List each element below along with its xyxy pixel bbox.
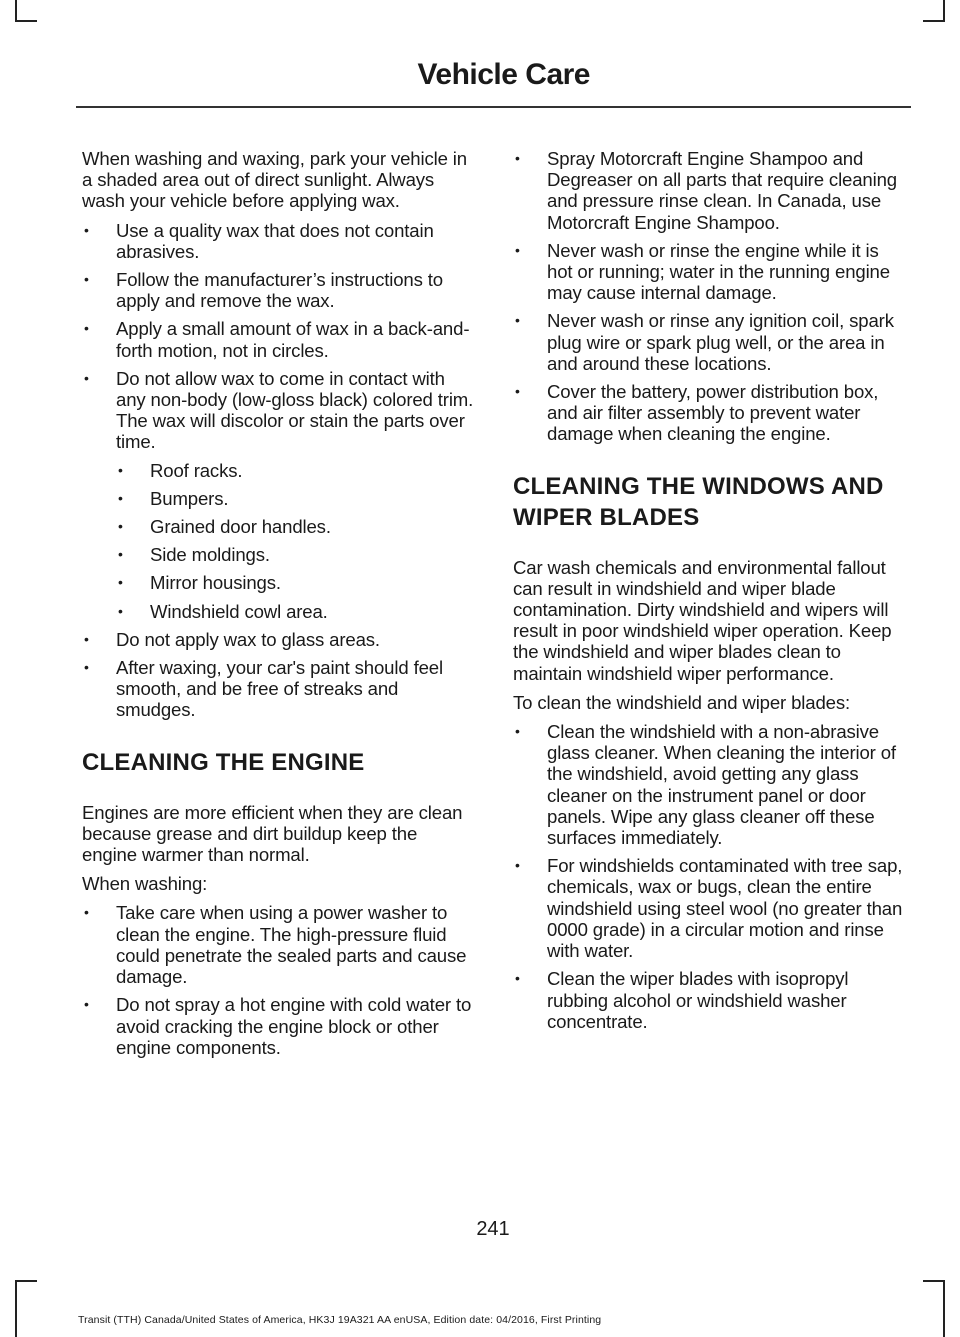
crop-mark [15,0,17,22]
page-title: Vehicle Care [417,58,590,91]
windows-intro: Car wash chemicals and environmental fallout can result in windshield and wiper blade contamination. Dirty windshield and wipers will result in poor windshield wiper operation. Keep the windshield and wiper blades clean to maintain windshield wiper performance. [513,556,892,684]
list-item-text: Do not allow wax to come in contact with any non-body (low-gloss black) colored trim. The wax will discolor or stain the parts over time. [116,367,474,453]
wax-list [82,220,477,721]
list-item: • Grained door handles. [116,516,477,537]
footer-text: Transit (TTH) Canada/United States of America, HK3J 19A321 AA enUSA, Edition date: 04/2016, First Printing [78,1314,602,1326]
list-item: • Never wash or rinse any ignition coil, spark plug wire or spark plug well, or the area in and around these locations. [513,310,909,374]
crop-mark [943,0,945,22]
list-item: • Clean the wiper blades with isopropyl rubbing alcohol or windshield washer concentrate. [513,968,909,1032]
list-item: • Follow the manufacturer’s instructions to apply and remove the wax. [82,269,477,311]
crop-mark [15,1280,37,1282]
list-item: • Mirror housings. [116,572,477,593]
engine-list [82,902,477,1057]
right-column [513,148,909,1039]
windows-list [513,721,909,1032]
crop-mark [15,1280,17,1337]
engine-intro: Engines are more efficient when they are clean because grease and dirt buildup keep the engine warmer than normal. [82,801,463,866]
page-number: 241 [476,1218,510,1240]
crop-mark [943,1280,945,1337]
to-clean-label: To clean the windshield and wiper blades: [513,691,851,713]
left-column [82,148,477,1065]
list-item: • Never wash or rinse the engine while it is hot or running; water in the running engine may cause internal damage. [513,240,909,304]
list-item: • Take care when using a power washer to clean the engine. The high-pressure fluid could penetrate the sealed parts and cause damage. [82,902,477,987]
section-heading-engine: CLEANING THE ENGINE [82,748,365,776]
heading-line: WIPER BLADES [513,503,700,531]
trim-list [116,460,477,622]
heading-line: CLEANING THE WINDOWS AND [513,472,884,500]
section-heading-windows [513,471,909,533]
list-item: • Apply a small amount of wax in a back-and-forth motion, not in circles. [82,318,477,360]
list-item: • Clean the windshield with a non-abrasive glass cleaner. When cleaning the interior of the windshield, avoid getting any glass cleaner on the instrument panel or door panels. Wipe any glass cleaner off these surfaces immediately. [513,721,909,848]
list-item [82,368,477,622]
crop-mark [923,1280,945,1282]
list-item: • Bumpers. [116,488,477,509]
crop-mark [923,20,945,22]
list-item: • Do not apply wax to glass areas. [82,629,477,650]
list-item: • Use a quality wax that does not contain abrasives. [82,220,477,262]
list-item: • After waxing, your car's paint should feel smooth, and be free of streaks and smudges. [82,657,477,721]
when-washing-label: When washing: [82,873,208,895]
list-item: • Do not spray a hot engine with cold water to avoid cracking the engine block or other engine components. [82,994,477,1058]
crop-mark [15,20,37,22]
wax-intro: When washing and waxing, park your vehicle in a shaded area out of direct sunlight. Always wash your vehicle before applying wax. [82,148,467,212]
list-item: • Roof racks. [116,460,477,481]
list-item: • Windshield cowl area. [116,601,477,622]
engine-list-continued [513,148,909,445]
list-item: • For windshields contaminated with tree sap, chemicals, wax or bugs, clean the entire windshield using steel wool (no greater than 0000 grade) in a circular motion and rinse with water. [513,855,909,961]
list-item: • Spray Motorcraft Engine Shampoo and Degreaser on all parts that require cleaning and pressure rinse clean. In Canada, use Motorcraft Engine Shampoo. [513,148,909,233]
list-item: • Cover the battery, power distribution box, and air filter assembly to prevent water damage when cleaning the engine. [513,381,909,445]
header-divider [76,106,911,108]
list-item: • Side moldings. [116,544,477,565]
